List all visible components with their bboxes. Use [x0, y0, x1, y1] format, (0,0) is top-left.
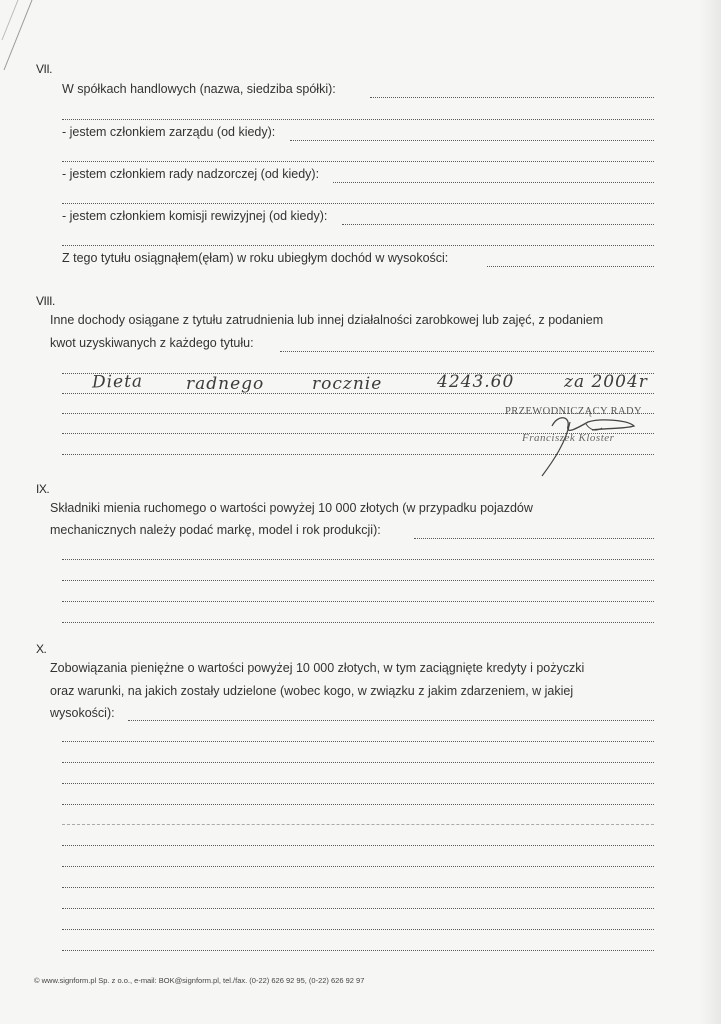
vii-audit-label: - jestem członkiem komisji rewizyjnej (od kiedy):	[62, 209, 328, 223]
ix-text-line-1: Składniki mienia ruchomego o wartości powyżej 10 000 złotych (w przypadku pojazdów	[50, 501, 533, 515]
ix-field[interactable]	[414, 538, 654, 539]
handwritten-word-dieta: Dieta	[91, 371, 144, 393]
x-field-6[interactable]	[62, 824, 654, 825]
ix-field-5[interactable]	[62, 622, 654, 623]
section-x-numeral: X.	[36, 642, 47, 656]
stamp-title: PRZEWODNICZĄCY RADY	[505, 406, 642, 417]
handwritten-signature	[530, 408, 650, 480]
x-field-4[interactable]	[62, 783, 654, 784]
x-field-9[interactable]	[62, 887, 654, 888]
ix-field-4[interactable]	[62, 601, 654, 602]
ix-field-2[interactable]	[62, 559, 654, 560]
x-text-line-2: oraz warunki, na jakich zostały udzielone (wobec kogo, w związku z jakim zdarzeniem, w jakiej	[50, 684, 574, 698]
vii-audit-field-2[interactable]	[62, 245, 654, 246]
viii-field-3[interactable]	[62, 393, 654, 394]
vii-companies-field-2[interactable]	[62, 119, 654, 120]
scan-corner-mark	[0, 0, 40, 80]
x-field-12[interactable]	[62, 950, 654, 951]
x-text-line-3: wysokości):	[50, 706, 115, 720]
x-field-7[interactable]	[62, 845, 654, 846]
x-field-2[interactable]	[62, 741, 654, 742]
handwritten-year: za 2004r	[564, 372, 648, 392]
handwritten-amount: 4243.60	[437, 372, 515, 392]
x-text-line-1: Zobowiązania pieniężne o wartości powyżej 10 000 złotych, w tym zaciągnięte kredyty i pożyczki	[50, 661, 585, 675]
ix-text-line-2: mechanicznych należy podać markę, model i rok produkcji):	[50, 523, 381, 537]
vii-board-field[interactable]	[290, 140, 654, 141]
x-field-11[interactable]	[62, 929, 654, 930]
x-field-10[interactable]	[62, 908, 654, 909]
handwritten-word-rocznie: rocznie	[312, 374, 383, 394]
viii-text-line-1: Inne dochody osiągane z tytułu zatrudnienia lub innej działalności zarobkowej lub zajęć, z podaniem	[50, 313, 604, 327]
viii-text-line-2: kwot uzyskiwanych z każdego tytułu:	[50, 336, 254, 350]
vii-supervisory-field[interactable]	[333, 182, 654, 183]
stamp-name: Franciszek Kloster	[522, 432, 615, 444]
x-field-8[interactable]	[62, 866, 654, 867]
viii-field[interactable]	[280, 351, 654, 352]
section-viii-numeral: VIII.	[36, 294, 55, 308]
handwritten-word-radnego: radnego	[186, 374, 265, 394]
vii-audit-field[interactable]	[342, 224, 654, 225]
page-edge-shadow	[699, 0, 721, 1024]
vii-board-label: - jestem członkiem zarządu (od kiedy):	[62, 125, 276, 139]
ix-field-3[interactable]	[62, 580, 654, 581]
vii-companies-field[interactable]	[370, 97, 654, 98]
vii-board-field-2[interactable]	[62, 161, 654, 162]
vii-supervisory-field-2[interactable]	[62, 203, 654, 204]
footer-copyright: © www.signform.pl Sp. z o.o., e-mail: BOK@signform.pl, tel./fax. (0-22) 626 92 95, (0-22) 626 92 97	[34, 976, 365, 985]
x-field-5[interactable]	[62, 804, 654, 805]
vii-income-label: Z tego tytułu osiągnąłem(ęłam) w roku ubiegłym dochód w wysokości:	[62, 251, 449, 265]
section-vii-numeral: VII.	[36, 62, 53, 76]
vii-supervisory-label: - jestem członkiem rady nadzorczej (od kiedy):	[62, 167, 320, 181]
x-field-3[interactable]	[62, 762, 654, 763]
vii-companies-label: W spółkach handlowych (nazwa, siedziba spółki):	[62, 82, 336, 96]
vii-income-field[interactable]	[487, 266, 654, 267]
x-field[interactable]	[128, 720, 654, 721]
section-ix-numeral: IX.	[36, 482, 50, 496]
